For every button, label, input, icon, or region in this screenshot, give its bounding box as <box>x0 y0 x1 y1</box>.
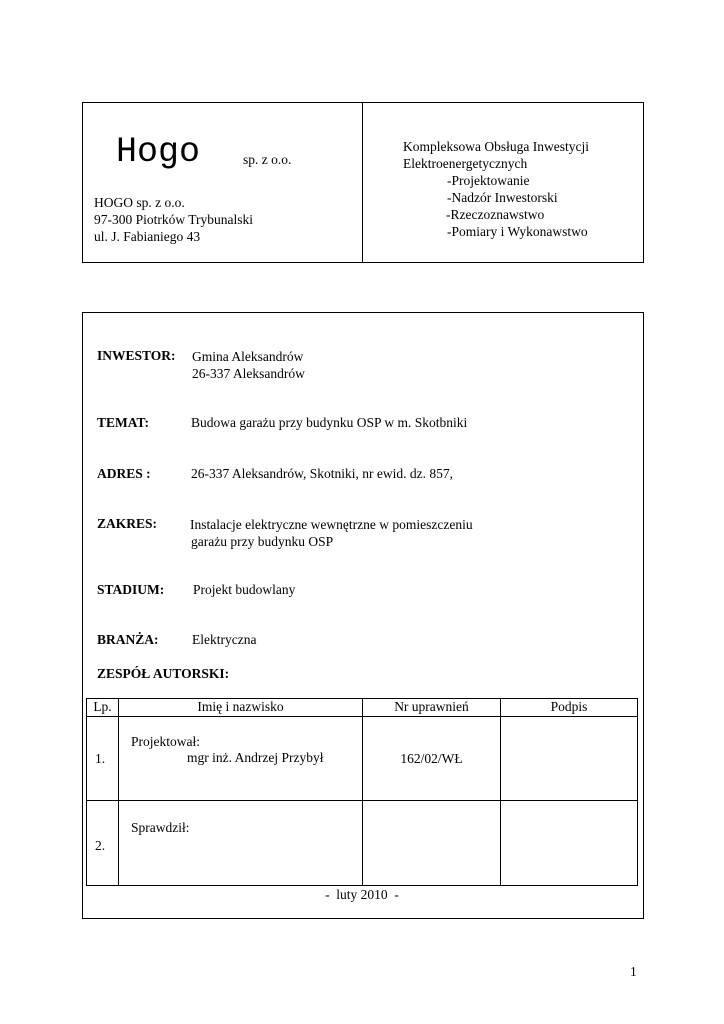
row-lp: 1. <box>95 751 106 766</box>
scope-line: garażu przy budynku OSP <box>191 534 334 549</box>
page-number: 1 <box>630 964 637 979</box>
row-name-cell <box>119 801 363 886</box>
service-item: -Projektowanie <box>447 173 530 188</box>
investor-line: Gmina Aleksandrów <box>192 349 304 364</box>
investor-label: INWESTOR: <box>97 348 176 363</box>
row-lp-cell <box>87 717 119 801</box>
service-item: -Nadzór Inwestorski <box>447 190 558 205</box>
row-license: 162/02/WŁ <box>400 751 463 766</box>
document-date: - luty 2010 - <box>325 887 399 902</box>
company-address <box>94 194 253 245</box>
investor-line: 26-337 Aleksandrów <box>192 366 305 381</box>
scope-value <box>190 516 473 550</box>
header-divider <box>362 103 363 262</box>
stage-value: Projekt budowlany <box>193 582 296 597</box>
address-label: ADRES : <box>97 466 151 481</box>
table-row <box>87 717 638 801</box>
table-header-row <box>87 699 638 717</box>
services-title-line: Kompleksowa Obsługa Inwestycji <box>403 139 589 154</box>
address-line: HOGO sp. z o.o. <box>94 195 185 210</box>
address-line: ul. J. Fabianiego 43 <box>94 229 201 244</box>
company-logo-suffix: sp. z o.o. <box>243 152 292 167</box>
company-logo: Hogo <box>116 132 201 172</box>
header-cell-license: Nr uprawnień <box>363 699 501 717</box>
scope-label: ZAKRES: <box>97 516 158 531</box>
header-cell-name: Imię i nazwisko <box>119 699 363 717</box>
row-license-cell <box>363 801 501 886</box>
topic-value: Budowa garażu przy budynku OSP w m. Skotbniki <box>191 415 468 430</box>
stage-label: STADIUM: <box>97 582 165 597</box>
scope-line: Instalacje elektryczne wewnętrzne w pomieszczeniu <box>190 517 473 532</box>
service-item: -Rzeczoznawstwo <box>446 207 545 222</box>
row-name-cell <box>119 717 363 801</box>
services-title-line: Elektroenergetycznych <box>403 156 528 171</box>
table-row <box>87 801 638 886</box>
address-line: 97-300 Piotrków Trybunalski <box>94 212 254 227</box>
row-license-cell <box>363 717 501 801</box>
header-cell-signature: Podpis <box>501 699 638 717</box>
branch-label: BRANŻA: <box>97 632 159 647</box>
investor-value <box>192 348 305 382</box>
row-signature-cell <box>501 717 638 801</box>
topic-label: TEMAT: <box>97 415 149 430</box>
branch-value: Elektryczna <box>192 632 257 647</box>
header-cell-lp: Lp. <box>87 699 119 717</box>
row-lp: 2. <box>95 838 106 853</box>
address-value: 26-337 Aleksandrów, Skotniki, nr ewid. dz. 857, <box>191 466 453 481</box>
row-signature-cell <box>501 801 638 886</box>
row-lp-cell <box>87 801 119 886</box>
row-name: mgr inż. Andrzej Przybył <box>187 750 324 765</box>
team-label: ZESPÓŁ AUTORSKI: <box>97 666 230 681</box>
team-table <box>86 698 638 886</box>
services-block <box>403 138 589 240</box>
row-role: Projektował: <box>131 734 200 749</box>
row-role: Sprawdził: <box>131 820 190 835</box>
service-item: -Pomiary i Wykonawstwo <box>447 224 588 239</box>
